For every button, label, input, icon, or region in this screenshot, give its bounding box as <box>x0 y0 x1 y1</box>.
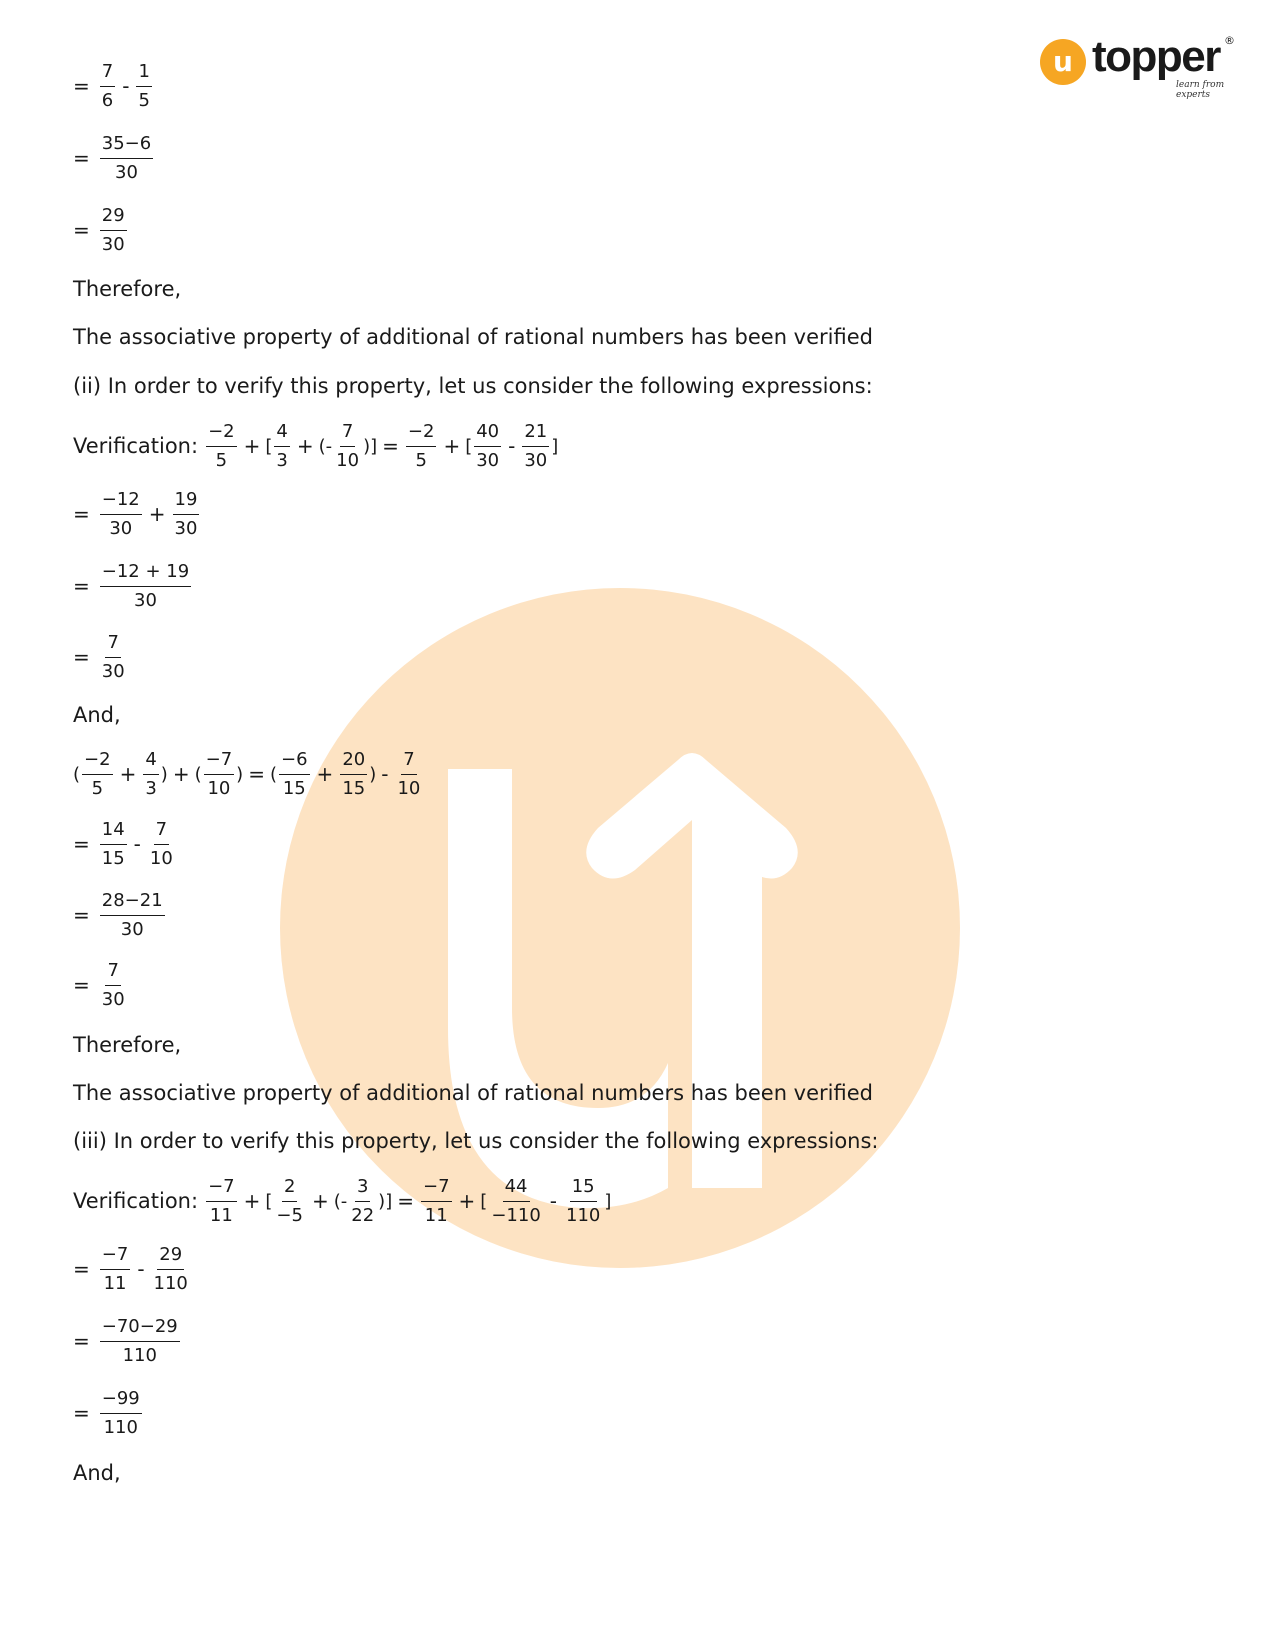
equation-step: = $\frac{-12}{30}$ + $\frac{19}{30}$ <box>73 488 198 539</box>
topper-logo <box>1040 34 1240 98</box>
equation-step: = $\frac{-70-29}{110}$ <box>73 1315 178 1366</box>
equation-step: = $\frac{14}{15}$ - $\frac{7}{10}$ <box>73 818 173 869</box>
fraction: $\frac{29}{30}$ <box>101 204 125 255</box>
verification-equation: Verification: $\frac{-7}{11}$ + [ $\frac{2}{-5}$ + (- $\frac{3}{22}$ )] = $\frac{-7}{11}$ + [ $\frac{44}{-110}$ - $\frac{15}{110}$ ] <box>73 1175 612 1226</box>
equation-step: = $\frac{-99}{110}$ <box>73 1387 140 1438</box>
equation-step: = $\frac{28-21}{30}$ <box>73 889 163 940</box>
paragraph: Therefore, <box>73 1033 182 1057</box>
logo-name: topper <box>1092 32 1220 81</box>
fraction: $\frac{7}{6}$ <box>101 60 114 111</box>
paragraph: Therefore, <box>73 277 182 301</box>
paragraph: And, <box>73 1461 121 1485</box>
equation-step: = $\frac{7}{6}$ - $\frac{1}{5}$ <box>73 60 150 111</box>
registered-mark: ® <box>1224 34 1235 47</box>
fraction: $\frac{35-6}{30}$ <box>101 132 152 183</box>
verification-label: Verification: <box>73 434 199 458</box>
paragraph: (ii) In order to verify this property, let us consider the following expressions: <box>73 374 873 398</box>
equation-step: = $\frac{35-6}{30}$ <box>73 132 152 183</box>
paragraph: And, <box>73 703 121 727</box>
equation-step: = $\frac{-7}{11}$ - $\frac{29}{110}$ <box>73 1243 188 1294</box>
equation-step: = $\frac{-12 + 19}{30}$ <box>73 560 190 611</box>
verification-equation: Verification: $\frac{-2}{5}$ + [ $\frac{4}{3}$ + (- $\frac{7}{10}$ )] = $\frac{-2}{5}$ + [ $\frac{40}{30}$ - $\frac{21}{30}$ ] <box>73 420 559 471</box>
verification-label: Verification: <box>73 1189 199 1213</box>
paragraph: (iii) In order to verify this property, let us consider the following expressions: <box>73 1129 879 1153</box>
logo-mark: u <box>1040 39 1086 85</box>
topper-watermark-logo <box>280 588 960 1268</box>
equation-step: = $\frac{7}{30}$ <box>73 959 125 1010</box>
equation-step: ( $\frac{-2}{5}$ + $\frac{4}{3}$ ) + ( $\frac{-7}{10}$ ) = ( $\frac{-6}{15}$ + $\frac{20}{15}$ ) - $\frac{7}{10}$ <box>73 748 421 799</box>
logo-tagline: learn from experts <box>1176 80 1225 100</box>
fraction: $\frac{1}{5}$ <box>138 60 150 111</box>
equation-step: = $\frac{29}{30}$ <box>73 204 125 255</box>
paragraph: The associative property of additional of rational numbers has been verified <box>73 1081 873 1105</box>
paragraph: The associative property of additional of rational numbers has been verified <box>73 325 873 349</box>
equation-step: = $\frac{7}{30}$ <box>73 631 125 682</box>
